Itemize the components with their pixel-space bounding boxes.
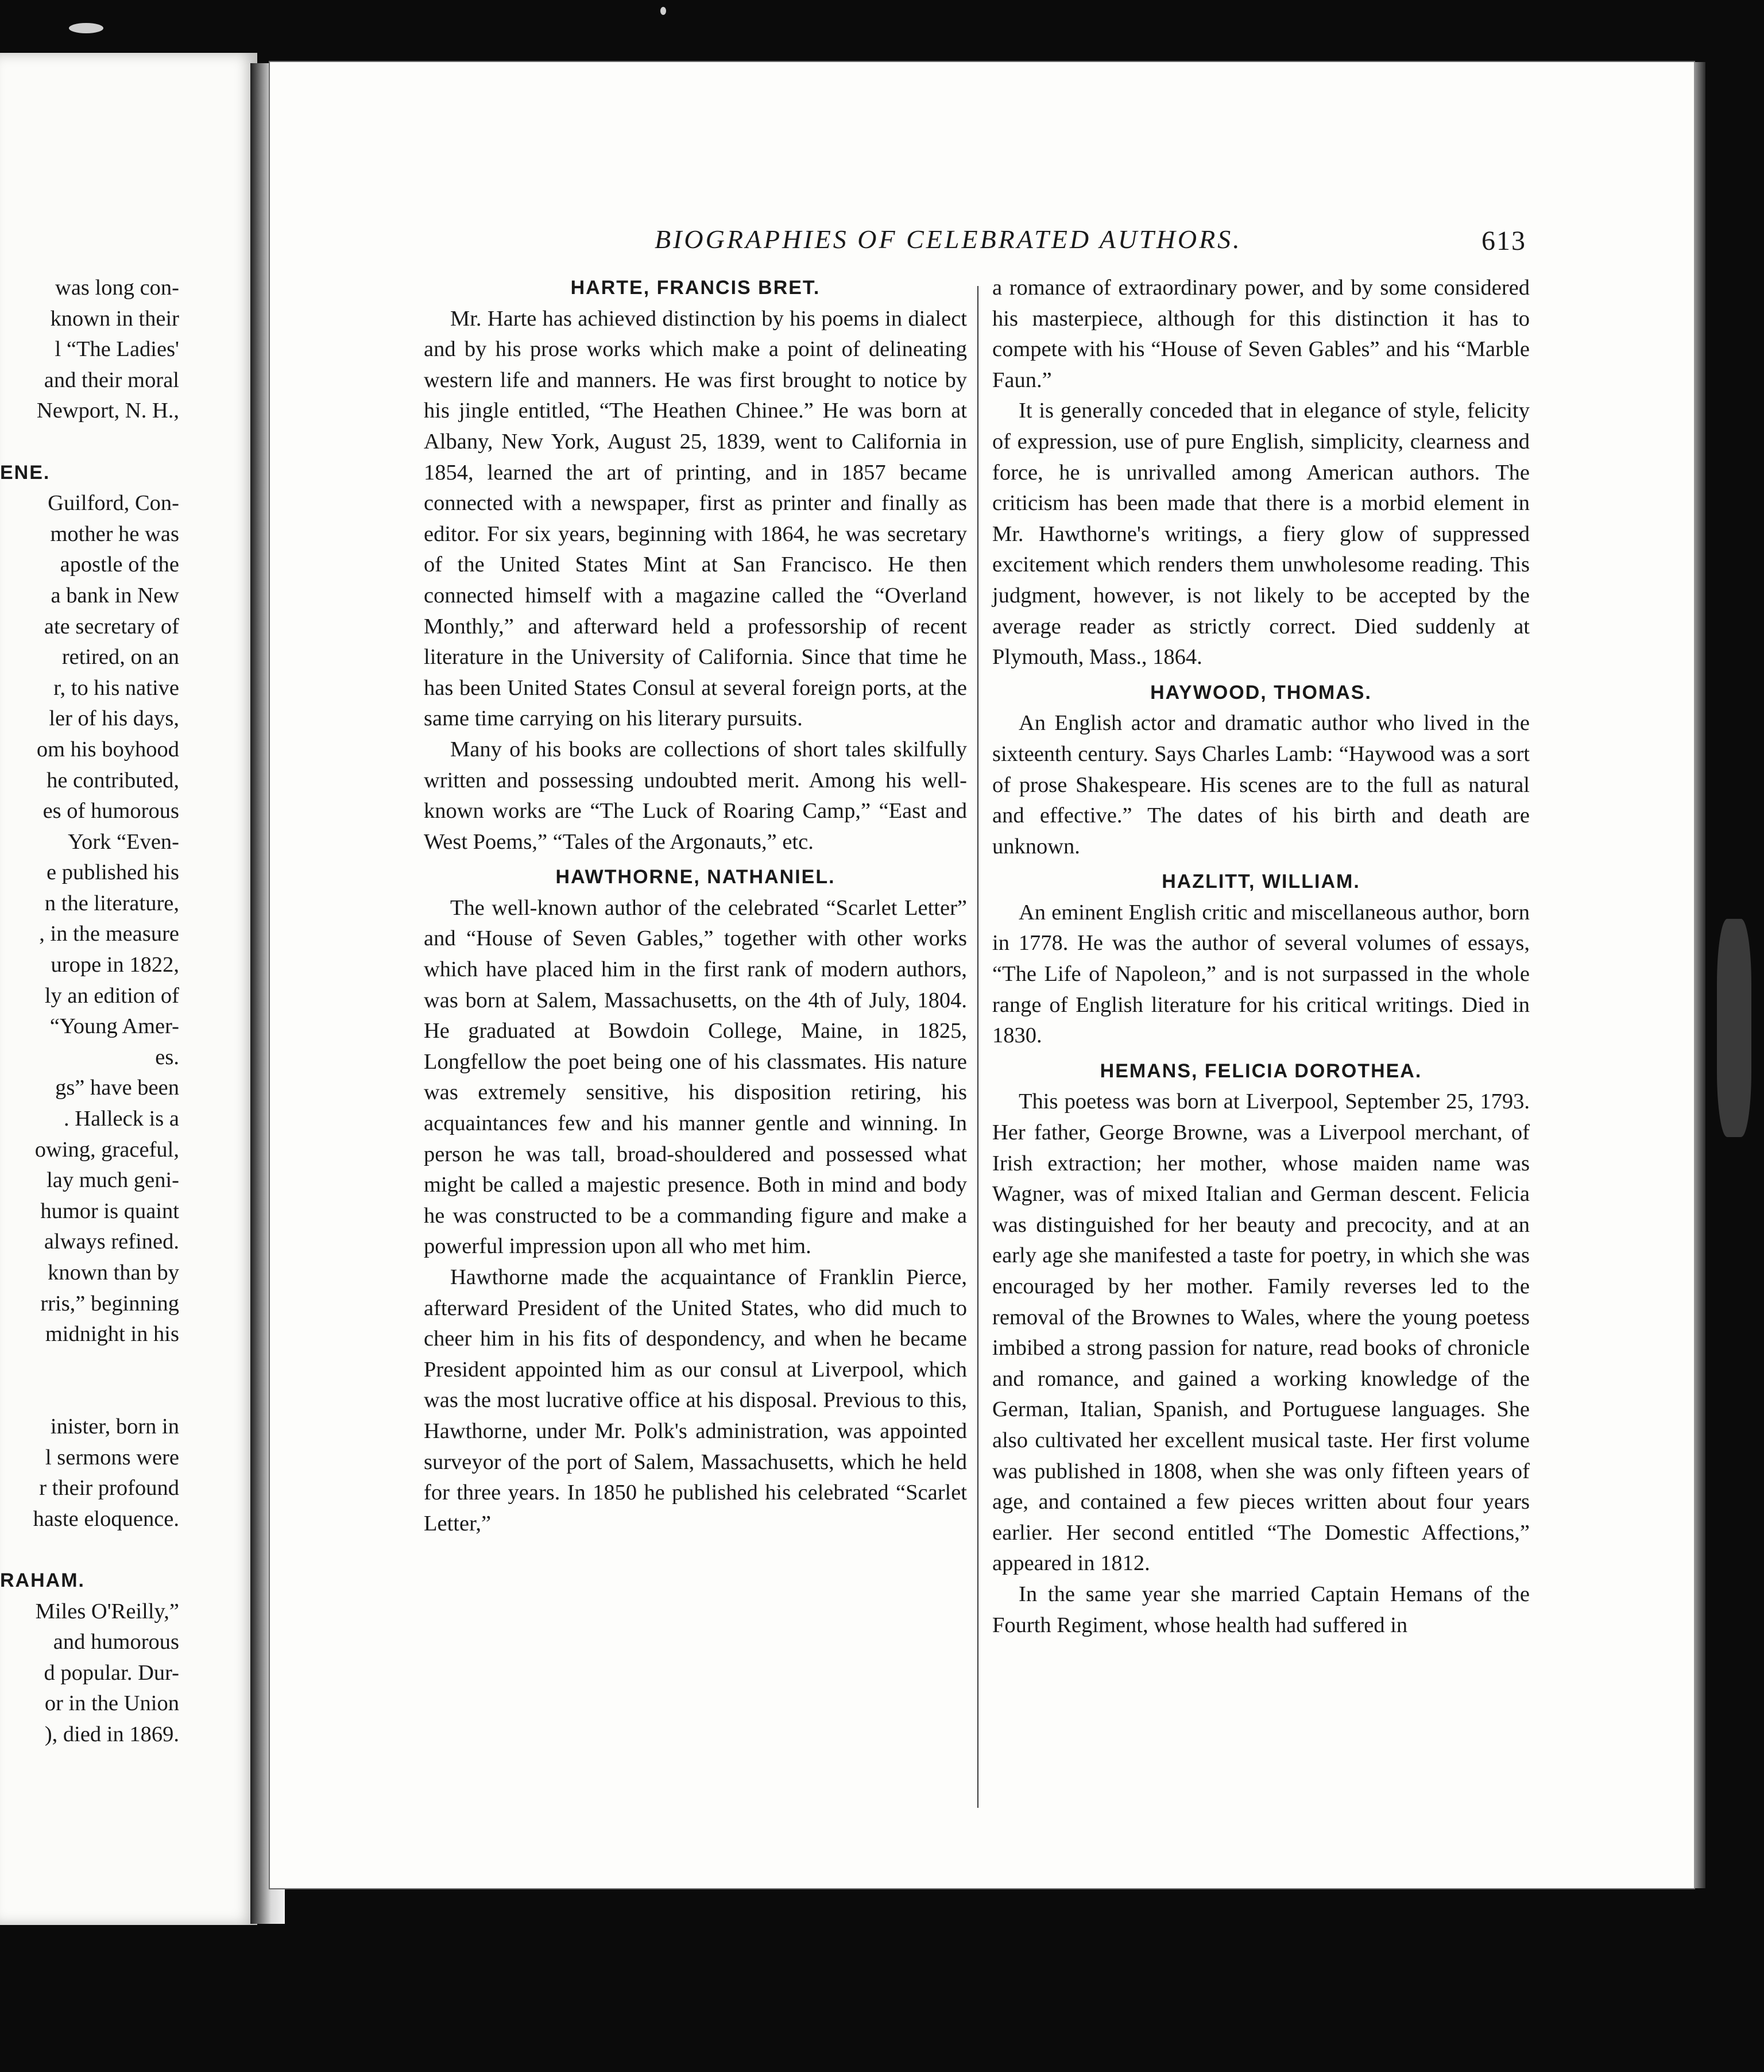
entry-paragraph: In the same year she married Captain Hemans of the Fourth Regiment, whose health had suffered in [992,1582,1530,1637]
left-page-line: . Halleck is a [64,1107,179,1131]
left-page-line: York “Even- [68,829,179,854]
page-edge [1694,62,1705,1888]
left-page-line: retired, on an [61,645,179,670]
left-page-line: r their profound [39,1476,179,1501]
left-page-line [0,427,179,458]
left-page-line: always refined. [44,1230,179,1254]
left-page-line [0,1534,179,1565]
entry-heading: HAWTHORNE, NATHANIEL. [555,866,835,888]
left-page-line: apostle of the [60,552,179,577]
left-page-line: e published his [47,860,179,885]
entry-paragraph: It is generally conceded that in elegance of style, felicity of expression, use of pure English, simplicity, clearness and force, he is unrivalled among American authors. The criticism has been made that there is a morbid element in Mr. Hawthorne's writings, a fiery glow of suppressed excitement which renders them unwholesome reading. This judgment, however, is not likely to be accepted by the average reader as strictly correct. Died suddenly at Plymouth, Mass., 1864. [992,399,1530,670]
left-page-line: ), died in 1869. [44,1722,179,1746]
left-page-line: and their moral [44,368,179,392]
left-page-line: owing, graceful, [34,1137,179,1162]
left-page-line: humor is quaint [40,1199,179,1223]
left-page-text [0,273,179,1750]
left-page-line: d popular. Dur- [44,1660,179,1685]
left-page-line: l sermons were [45,1445,179,1470]
scan-speck [1717,919,1751,1137]
left-page-line: r, to his native [53,675,179,700]
scan-speck [660,7,666,15]
left-page-line: Miles O'Reilly,” [35,1599,179,1623]
entry-paragraph: Hawthorne made the acquaintance of Franklin Pierce, afterward President of the United States, who did much to cheer him in his fits of despondency, and when he became President appointed him as our consul at Liverpool, which was the most lucrative office at his disposal. Previous to this, Hawthorne, under Mr. Polk's administration, was appointed surveyor of the port of Salem, Massachusetts, which he held for three years. In 1850 he published his celebrated “Scarlet Letter,” [424,1265,967,1536]
left-page-line: known in their [50,306,179,331]
entry-continuation: a romance of extraordinary power, and by some considered his masterpiece, although for this distinction it has to compete with his “House of Seven Gables” and his “Marble Faun.” [992,276,1530,392]
left-page-line: n the literature, [44,891,179,915]
left-page-line: or in the Union [44,1691,179,1716]
left-page-line: and humorous [53,1630,179,1654]
left-page-line: gs” have been [55,1076,179,1100]
entry-paragraph: The well-known author of the celebrated “Scarlet Letter” and “House of Seven Gables,” together with other works which have placed him in the first rank of modern authors, was born at Salem, Massachusetts, on the 4th of July, 1804. He graduated at Bowdoin College, Maine, in 1825, Longfellow the poet being one of his classmates. His nature was extremely sensitive, his disposition retiring, his acquaintances few and his manner gentle and winning. In person he was tall, broad-shouldered and possessed what might be called a majestic presence. Both in mind and body he was constructed to be a commanding figure and make a powerful impression upon all who met him. [424,895,967,1259]
left-page-line: haste eloquence. [33,1506,179,1531]
left-page-line: known than by [48,1261,179,1285]
left-page-line: ly an edition of [44,983,179,1008]
left-page-line: midnight in his [45,1322,179,1347]
column-rule [977,286,978,1808]
left-page-line: om his boyhood [36,737,179,761]
left-page-line: es of humorous [42,799,179,824]
left-page-line: ler of his days, [49,706,179,731]
left-page-line: l “The Ladies' [55,337,179,362]
right-column [992,273,1530,1641]
entry-paragraph: Many of his books are collections of short tales skilfully written and possessing undoubted merit. Among his well-known works are “The Luck of Roaring Camp,” “East and West Poems,” “Tales of the Argonauts,” etc. [424,737,967,854]
entry-paragraph: An eminent English critic and miscellaneous author, born in 1778. He was the author of several volumes of essays, “The Life of Napoleon,” and is not surpassed in the whole range of English literature for his critical writings. Died in 1830. [992,900,1530,1048]
left-page-line: es. [155,1045,179,1069]
left-page-line [0,1350,179,1381]
entry-paragraph: Mr. Harte has achieved distinction by his poems in dialect and by his prose works which make a point of delineating western life and manners. He was first brought to notice by his jingle entitled, “The Heathen Chinee.” He was born at Albany, New York, August 25, 1839, went to California in 1854, learned the art of printing, and in 1857 became connected with a newspaper, first as printer and finally as editor. For six years, beginning with 1864, he was secretary of the United States Mint at San Francisco. He then connected himself with a magazine called the “Overland Monthly,” and afterward held a professorship of recent literature in the University of California. Since that time he has been United States Consul at several foreign ports, at the same time carrying on his literary pursuits. [424,306,967,731]
left-page-line: a bank in New [51,583,179,608]
left-page-line: “Young Amer- [49,1014,179,1039]
left-column [424,273,967,1539]
left-page-line: was long con- [55,276,179,300]
left-page-line: ate secretary of [44,614,179,639]
entry-paragraph: An English actor and dramatic author who lived in the sixteenth century. Says Charles Lamb: “Haywood was a sort of prose Shakespeare. His scenes are to the full as natural and effective.” The dates of his birth and death are unknown. [992,711,1530,859]
left-page-line: Guilford, Con- [48,491,179,516]
entry-heading: HEMANS, FELICIA DOROTHEA. [1100,1060,1422,1082]
page-number: 613 [1481,226,1526,256]
left-page-line: lay much geni- [47,1168,179,1193]
entry-heading: HAZLITT, WILLIAM. [1162,871,1360,893]
left-page-line: ENE. [0,461,51,484]
left-page-line: mother he was [50,521,179,546]
left-page-line [0,1381,179,1412]
left-page-line: inister, born in [50,1414,179,1439]
entry-paragraph: This poetess was born at Liverpool, September 25, 1793. Her father, George Browne, was a Liverpool merchant, of Irish extraction; her mother, whose maiden name was Wagner, was of mixed Italian and German descent. Felicia was distinguished for her beauty and precocity, and at an early age she manifested a taste for poetry, in which she was encouraged by her mother. Family reverses led to the removal of the Brownes to Wales, where the young poetess imbibed a strong passion for nature, read books of chronicle and romance, and gained a working knowledge of the German, Italian, Spanish, and Portuguese languages. She also cultivated her excellent musical taste. Her first volume was published in 1808, when she was only fifteen years of age, and contained a few pieces written about four years earlier. Her second entitled “The Domestic Affections,” appeared in 1812. [992,1089,1530,1576]
left-page-line: he contributed, [47,768,179,793]
scan-speck [69,23,103,33]
entry-heading: HAYWOOD, THOMAS. [1150,681,1372,703]
left-page-line: urope in 1822, [51,953,179,977]
left-page-line: Newport, N. H., [36,399,179,423]
entry-heading: HARTE, FRANCIS BRET. [570,277,821,299]
left-page-line: RAHAM. [0,1569,85,1591]
running-head: BIOGRAPHIES OF CELEBRATED AUTHORS. [655,225,1242,254]
left-page-line: rris,” beginning [40,1291,179,1316]
left-page-line: , in the measure [39,922,179,946]
